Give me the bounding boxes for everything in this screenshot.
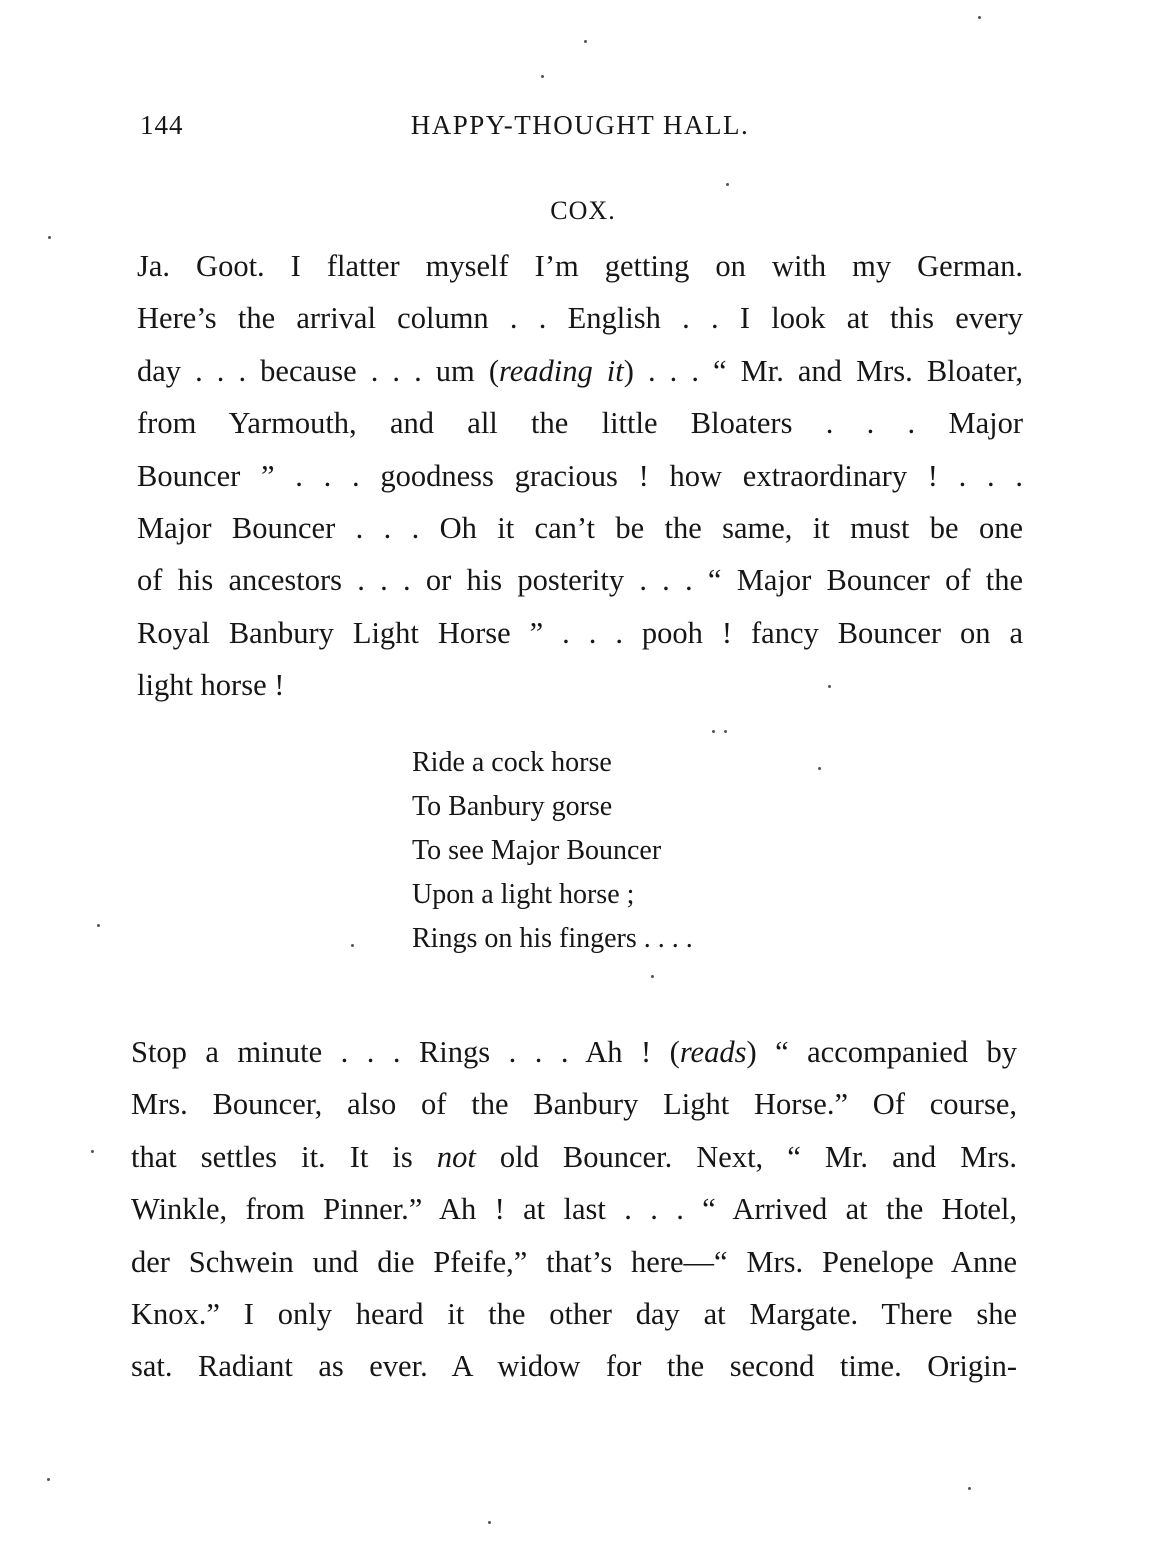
speck (488, 1521, 491, 1524)
paragraph-2 (131, 1026, 1017, 1393)
verse-line: Upon a light horse ; (412, 879, 635, 910)
italic-phrase: reads (679, 1035, 747, 1069)
paragraph-line: sat. Radiant as ever. A widow for the second time. Origin- (131, 1349, 1017, 1384)
speck (978, 16, 981, 19)
page-number: 144 (140, 110, 184, 140)
speck (48, 236, 51, 239)
speck (726, 183, 729, 186)
speck (541, 75, 544, 78)
running-title: HAPPY-THOUGHT HALL. (410, 110, 750, 140)
paragraph-line: that settles it. It is not old Bouncer. Next, “ Mr. and Mrs. (131, 1139, 1017, 1174)
paragraph-line: light horse ! (137, 668, 285, 703)
paragraph-line: from Yarmouth, and all the little Bloaters . . . Major (137, 406, 1023, 441)
verse-line: Rings on his fingers . . . . (412, 923, 693, 954)
paragraph-line: Mrs. Bouncer, also of the Banbury Light Horse.” Of course, (131, 1087, 1017, 1122)
speck (828, 685, 831, 688)
paragraph-line: Knox.” I only heard it the other day at Margate. There she (131, 1296, 1017, 1331)
running-head (140, 110, 1030, 150)
speck (47, 1478, 50, 1481)
verse-line: To see Major Bouncer (412, 835, 662, 866)
verse-line: Ride a cock horse (412, 747, 612, 778)
speck (351, 944, 354, 947)
paragraph-line: der Schwein und die Pfeife,” that’s here—“ Mrs. Penelope Anne (131, 1244, 1017, 1279)
speck (91, 1150, 94, 1153)
paragraph-line: Royal Banbury Light Horse ” . . . pooh ! fancy Bouncer on a (137, 615, 1023, 650)
verse-line: To Banbury gorse (412, 791, 613, 822)
paragraph-line: Bouncer ” . . . goodness gracious ! how extraordinary ! . . . (137, 458, 1023, 493)
paragraph-line: Ja. Goot. I flatter myself I’m getting on with my German. (137, 249, 1023, 283)
paragraph-line: Here’s the arrival column . . English . . I look at this every (137, 301, 1023, 336)
paragraph-line: day . . . because . . . um (reading it) . . . “ Mr. and Mrs. Bloater, (137, 353, 1024, 388)
speck (968, 1487, 971, 1490)
speck (584, 40, 587, 43)
paragraph-line: Major Bouncer . . . Oh it can’t be the same, it must be one (137, 510, 1023, 545)
speck (712, 730, 715, 733)
italic-word: not (436, 1139, 476, 1174)
paragraph-1 (137, 240, 1023, 712)
paragraph-line: Winkle, from Pinner.” Ah ! at last . . . “ Arrived at the Hotel, (131, 1192, 1017, 1227)
speck (724, 730, 727, 733)
speck (651, 975, 654, 978)
italic-phrase: reading it (498, 353, 624, 388)
speaker-name: COX. (550, 196, 616, 225)
verse-block (412, 741, 693, 961)
speck (818, 767, 821, 770)
speck (97, 924, 100, 927)
paragraph-line: of his ancestors . . . or his posterity . . . “ Major Bouncer of the (137, 563, 1023, 598)
paragraph-line: Stop a minute . . . Rings . . . Ah ! (reads) “ accompanied by (131, 1035, 1017, 1069)
